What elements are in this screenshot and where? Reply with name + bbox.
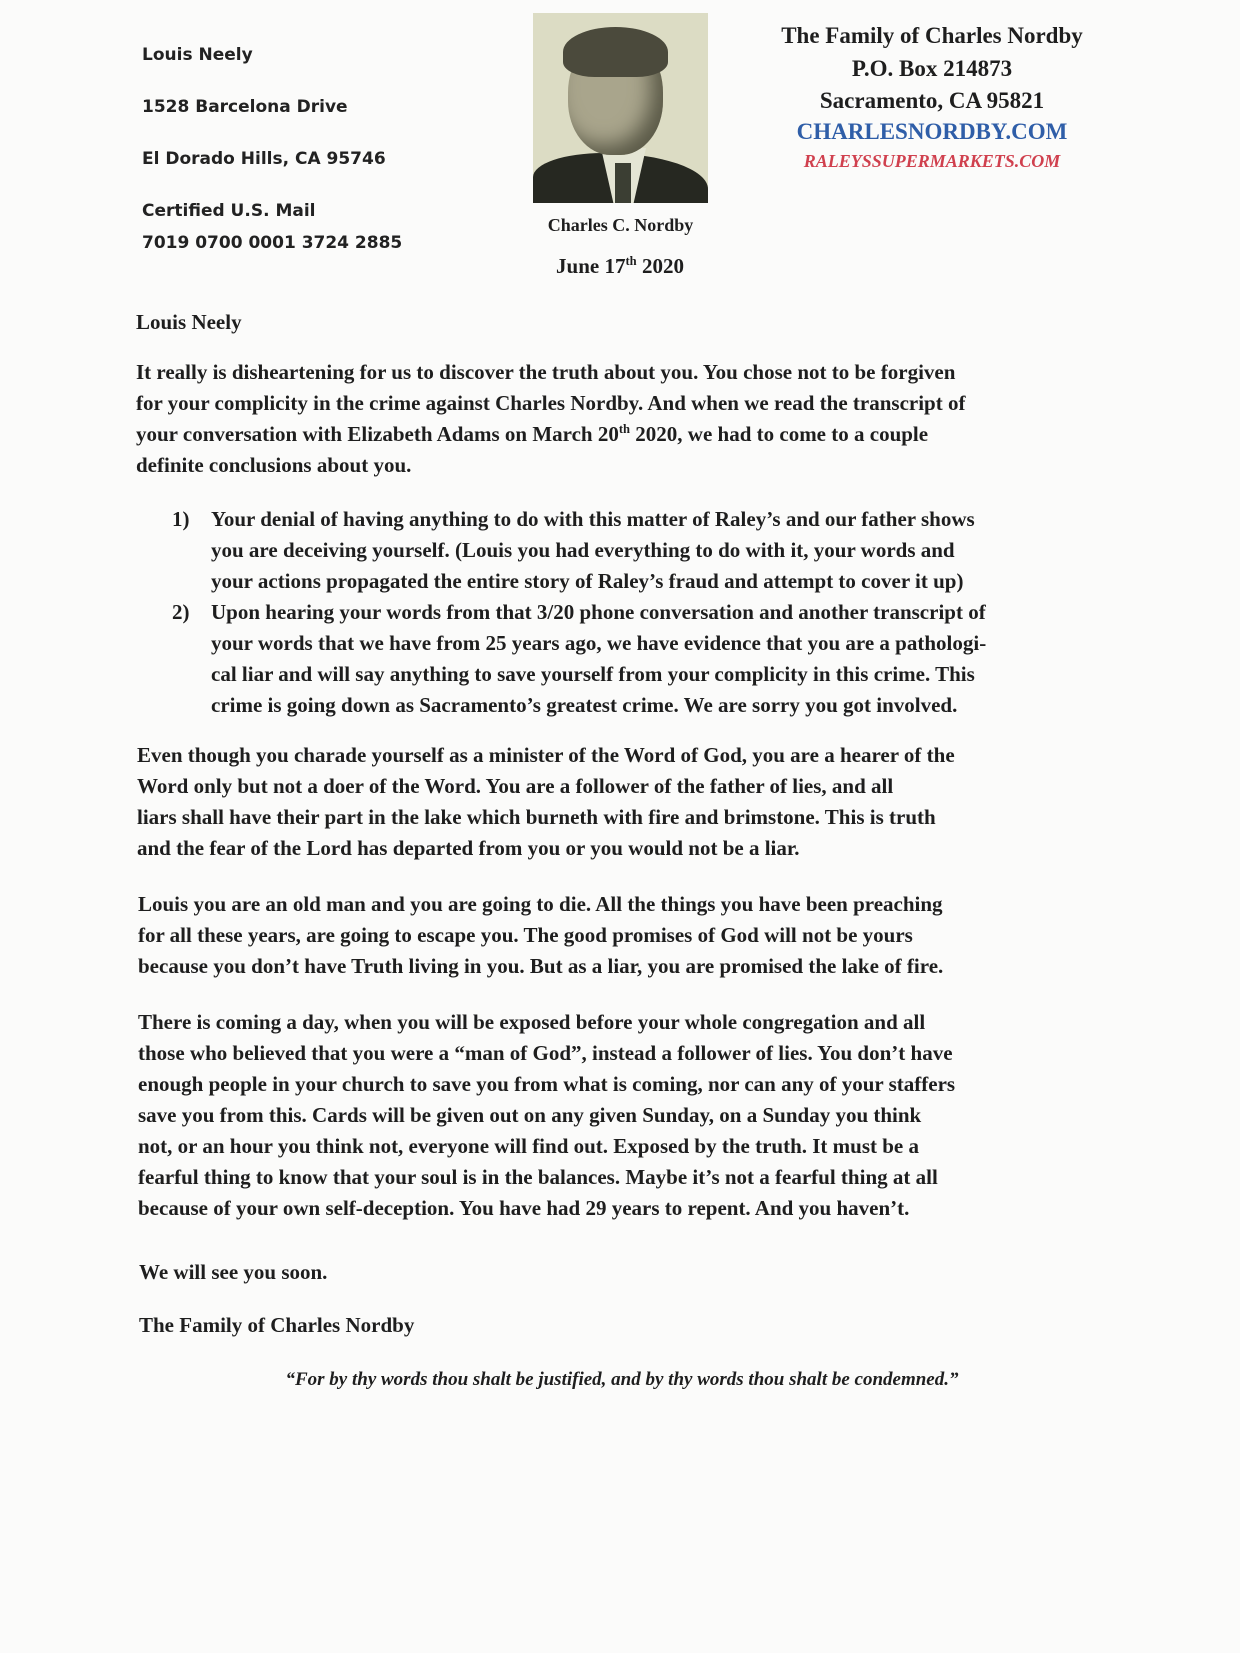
list-number: 2) [172, 600, 190, 624]
sender-city: Sacramento, CA 95821 [819, 88, 1045, 113]
list-item-line: Upon hearing your words from that 3/20 phone conversation and another transcript of [211, 600, 986, 624]
text-line [136, 419, 965, 450]
list-item-line: crime is going down as Sacramento’s greatest crime. We are sorry you got involved. [211, 693, 958, 717]
text-segment: 2020, we had to come to a couple [630, 422, 929, 446]
list-item-line: Your denial of having anything to do with this matter of Raley’s and our father shows [211, 507, 975, 531]
photo-caption: Charles C. Nordby [547, 215, 694, 235]
portrait-photo [533, 13, 708, 203]
recipient-street: 1528 Barcelona Drive [142, 97, 348, 117]
list-item-line: your words that we have from 25 years ago, we have evidence that you are a pathologi- [211, 631, 987, 655]
text-segment: definite conclusions about you. [136, 453, 412, 477]
numbered-list [0, 504, 1240, 724]
sender-po-box: P.O. Box 214873 [851, 56, 1013, 81]
text-segment: for your complicity in the crime against Charles Nordby. And when we read the transcript of [136, 391, 966, 415]
text-line: Even though you charade yourself as a minister of the Word of God, you are a hearer of the [137, 743, 955, 767]
text-line: and the fear of the Lord has departed from you or you would not be a liar. [137, 836, 800, 860]
website-link-charlesnordby[interactable]: CHARLESNORDBY.COM [796, 119, 1068, 144]
sender-name: The Family of Charles Nordby [781, 23, 1083, 48]
paragraph-2 [137, 740, 955, 864]
text-line: because you don’t have Truth living in you. But as a liar, you are promised the lake of fire. [138, 954, 944, 978]
ordinal-suffix: th [618, 422, 631, 436]
list-item-line: you are deceiving yourself. (Louis you had everything to do with it, your words and [211, 538, 955, 562]
text-line: for all these years, are going to escape you. The good promises of God will not be yours [138, 923, 913, 947]
text-line [136, 357, 965, 388]
text-line: not, or an hour you think not, everyone will find out. Exposed by the truth. It must be a [138, 1134, 919, 1158]
list-item-line: cal liar and will say anything to save yourself from your complicity in this crime. This [211, 662, 975, 686]
salutation: Louis Neely [136, 310, 242, 334]
text-line: enough people in your church to save you from what is coming, nor can any of your staffers [138, 1072, 956, 1096]
website-link-raleys[interactable]: RALEYSSUPERMARKETS.COM [803, 151, 1061, 171]
text-line: There is coming a day, when you will be exposed before your whole congregation and all [138, 1010, 926, 1034]
text-line: save you from this. Cards will be given out on any given Sunday, on a Sunday you think [138, 1103, 922, 1127]
mail-method: Certified U.S. Mail [142, 201, 316, 221]
text-line: because of your own self-deception. You have had 29 years to repent. And you haven’t. [138, 1196, 910, 1220]
text-segment: It really is disheartening for us to discover the truth about you. You chose not to be forgiven [136, 360, 956, 384]
date-text: June 17 [556, 254, 626, 278]
recipient-name: Louis Neely [142, 45, 253, 65]
closing-quote: “For by thy words thou shalt be justified, and by thy words thou shalt be condemned.” [285, 1369, 959, 1390]
paragraph-4 [138, 1007, 955, 1224]
date-suffix: th [625, 254, 637, 268]
text-line: liars shall have their part in the lake which burneth with fire and brimstone. This is truth [137, 805, 936, 829]
paragraph-1 [136, 357, 965, 481]
text-line [136, 450, 965, 481]
recipient-city: El Dorado Hills, CA 95746 [142, 149, 386, 169]
text-segment: your conversation with Elizabeth Adams on March 20 [136, 422, 619, 446]
letter-date [520, 254, 720, 279]
list-item-line: your actions propagated the entire story of Raley’s fraud and attempt to cover it up) [211, 569, 964, 593]
text-line: fearful thing to know that your soul is in the balances. Maybe it’s not a fearful thing at all [138, 1165, 938, 1189]
text-line: Louis you are an old man and you are going to die. All the things you have been preaching [138, 892, 943, 916]
date-year: 2020 [636, 254, 684, 278]
paragraph-3 [138, 889, 943, 982]
signature: The Family of Charles Nordby [139, 1313, 415, 1337]
text-line [136, 388, 965, 419]
list-number: 1) [172, 507, 190, 531]
text-line: Word only but not a doer of the Word. You are a follower of the father of lies, and all [137, 774, 894, 798]
text-line: those who believed that you were a “man of God”, instead a follower of lies. You don’t have [138, 1041, 953, 1065]
closing: We will see you soon. [139, 1260, 328, 1284]
tracking-number: 7019 0700 0001 3724 2885 [142, 233, 403, 253]
